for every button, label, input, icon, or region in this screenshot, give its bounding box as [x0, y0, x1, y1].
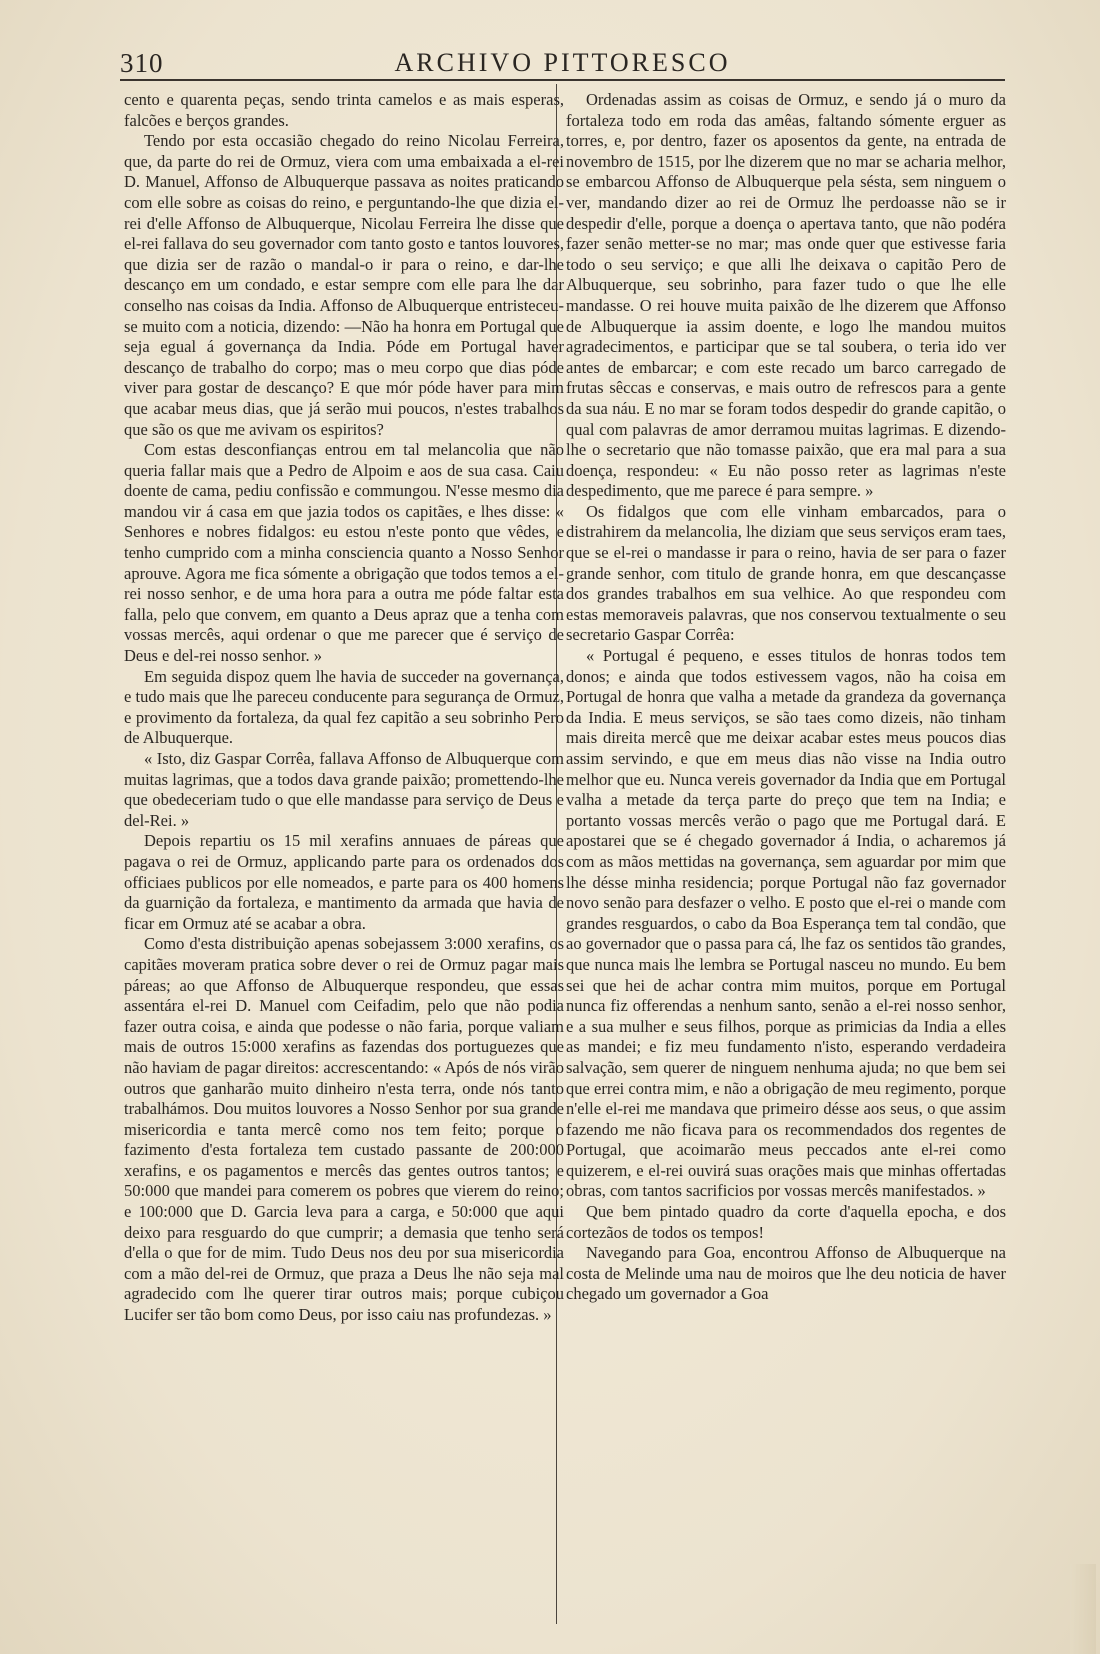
paragraph: « Portugal é pequeno, e esses titulos de honras todos tem donos; e ainda que todos estivessem vagos, não ha coisa em Portugal de honra que valha a metade da grandeza da governança da India. E meus serviços, se são taes como dizeis, não tinham mais direita mercê que me deixar acabar estes meus poucos dias assim servindo, e que em meus dias não visse na India outro melhor que eu. Nunca vereis governador da India que em Portugal valha a metade da terça parte do preço que tem na India; e portanto vossas mercês verão o pago que me Portugal dará. E apostarei que se é chegado governador á India, o acharemos já com as mãos mettidas na governança, sem aguardar por mim que lhe désse minha residencia; porque Portugal não faz governador novo senão para desfazer o velho. E posto que el-rei o mande com grandes resguardos, o cabo da Boa Esperança tem tal condão, que ao governador que o passa para cá, lhe faz os sentidos tão grandes, que nunca mais lhe lembra se Portugal nasceu no mundo. Eu bem sei que hei de achar contra mim muitos, porque em Portugal nunca fiz offerendas a nenhum santo, senão a el-rei nosso senhor, e a sua mulher e seus filhos, porque as primicias da India a elles as mandei; e fiz meu fundamento n'isto, esperando verdadeira salvação, sem querer de ninguem nenhuma ajuda; no que bem sei que errei contra mim, e não a obrigação de meu regimento, porque n'elle el-rei me mandava que primeiro désse aos seus, o que assim fazendo me não ficava para os recommendados dos regentes de Portugal, que acoimarão meus peccados ante el-rei como quizerem, e el-rei ouvirá suas orações mais que minhas offertadas obras, com tantos sacrificios por vossas mercês manifestados. » [566, 646, 1006, 1201]
paragraph: Como d'esta distribuição apenas sobejassem 3:000 xerafins, os capitães moveram pratica sobre dever o rei de Ormuz pagar mais páreas; ao que Affonso de Albuquerque respondeu, que essas assentára el-rei D. Manuel com Ceifadim, pelo que não podia fazer outra coisa, e ainda que podesse o não faria, porque valiam mais de outros 15:000 xerafins as fazendas dos portuguezes que não haviam de pagar direitos: accrescentando: « Após de nós virão outros que ganharão muito dinheiro n'esta terra, onde nós tanto trabalhámos. Dou muitos louvores a Nosso Senhor por sua grande misericordia e tanta mercê como nos tem feito; porque o fazimento d'esta fortaleza tem custado passante de 200:000 xerafins, e os pagamentos e mercês das gentes outros tantos; e 50:000 que mandei para comerem os pobres que vierem do reino; e 100:000 que D. Garcia leva para a carga, e 50:000 que aqui deixo para resguardo do que cumprir; a demasia que tenho será d'ella o que for de mim. Tudo Deus nos deu por sua misericordia com a mão del-rei de Ormuz, que praza a Deus lhe não seja mal agradecido com lhe querer tirar outros mais; porque cubiçou Lucifer ser tão bom como Deus, por isso caiu nas profundezas. » [124, 934, 564, 1325]
paragraph: Que bem pintado quadro da corte d'aquella epocha, e dos cortezãos de todos os tempos! [566, 1202, 1006, 1242]
left-column [124, 90, 564, 1620]
paragraph: Depois repartiu os 15 mil xerafins annuaes de páreas que pagava o rei de Ormuz, applicando parte para os ordenados dos officiaes publicos por elle nomeados, e parte para os 400 homens da guarnição da fortaleza, e mantimento da armada que havia de ficar em Ormuz até se acabar a obra. [124, 831, 564, 933]
publication-title: ARCHIVO PITTORESCO [394, 48, 731, 77]
paragraph: Os fidalgos que com elle vinham embarcados, para o distrahirem da melancolia, lhe diziam que seus serviços eram taes, que se el-rei o mandasse ir para o reino, havia de ser para o fazer grande senhor, com titulo de grande honra, em que descançasse dos grandes trabalhos em sua velhice. Ao que respondeu com estas memoraveis palavras, que nos conservou textualmente o seu secretario Gaspar Corrêa: [566, 501, 1006, 645]
paragraph: Em seguida dispoz quem lhe havia de succeder na governança, e tudo mais que lhe pareceu conducente para segurança de Ormuz, e provimento da fortaleza, da qual fez capitão a seu sobrinho Pero de Albuquerque. [124, 666, 564, 748]
paragraph: « Isto, diz Gaspar Corrêa, fallava Affonso de Albuquerque com muitas lagrimas, que a todos dava grande paixão; promettendo-lhe que obedeceriam tudo o que elle mandasse para serviço de Deus e del-Rei. » [124, 749, 564, 830]
paragraph: Ordenadas assim as coisas de Ormuz, e sendo já o muro da fortaleza todo em roda das amêas, faltando sómente erguer as torres, e, por dentro, fazer os aposentos da gente, na entrada de novembro de 1515, por lhe dizerem que no mar se acharia melhor, se embarcou Affonso de Albuquerque pela sésta, sem ninguem o ver, mandando dizer ao rei de Ormuz lhe perdoasse não se ir despedir d'elle, porque a doença o apertava tanto, que não podéra fazer senão metter-se no mar; mas onde quer que estivesse faria todo o seu serviço; e que alli lhe deixava o capitão Pero de Albuquerque, seu sobrinho, para fazer tudo o que lhe elle mandasse. O rei houve muita paixão de lhe dizerem que Affonso de Albuquerque ia assim doente, e logo lhe mandou muitos agradecimentos, e participar que se tal soubera, o teria ido ver antes de embarcar; e com este recado um barco carregado de frutas sêccas e conservas, e mais outro de refrescos para a gente da sua náu. E no mar se foram todos despedir do grande capitão, o qual com palavras de amor derramou muitas lagrimas. E dizendo-lhe o secretario que não tomasse paixão, que era mal para a sua doença, respondeu: « Eu não posso reter as lagrimas n'este despedimento, que me parece é para sempre. » [566, 90, 1006, 501]
page-edge-shadow [1070, 1564, 1096, 1654]
page-header [120, 46, 1005, 82]
paragraph: Com estas desconfianças entrou em tal melancolia que não queria fallar mais que a Pedro de Alpoim e aos de sua casa. Caiu doente de cama, pediu confissão e commungou. N'esse mesmo dia mandou vir á casa em que jazia todos os capitães, e lhes disse: « Senhores e nobres fidalgos: eu estou n'este ponto que vêdes, e tenho cumprido com a minha consciencia quanto a Nosso Senhor aprouve. Agora me fica sómente a obrigação que todos temos a el-rei nosso senhor, e de uma hora para a outra me póde faltar esta falla, pelo que convem, em quanto a Deus apraz que a tenha com vossas mercês, aqui ordenar o que me parecer que é serviço de Deus e del-rei nosso senhor. » [124, 440, 564, 666]
header-rule [120, 79, 1005, 81]
paragraph: Navegando para Goa, encontrou Affonso de Albuquerque na costa de Melinde uma nau de moiros que lhe deu noticia de haver chegado um governador a Goa [566, 1243, 1006, 1304]
right-column [566, 90, 1006, 1620]
paragraph: cento e quarenta peças, sendo trinta camelos e as mais esperas, falcões e berços grandes. [124, 90, 564, 130]
page-number: 310 [120, 48, 164, 78]
paragraph: Tendo por esta occasião chegado do reino Nicolau Ferreira, que, da parte do rei de Ormuz, viera com uma embaixada a el-rei D. Manuel, Affonso de Albuquerque passava as noites praticando com elle sobre as coisas do reino, e perguntando-lhe que dizia el-rei d'elle Affonso de Albuquerque, Nicolau Ferreira lhe disse que el-rei fallava do seu governador com tanto gosto e tantos louvores, que dizia ser de razão o mandal-o ir para o reino, e dar-lhe descanço em um condado, e estar sempre com elle para lhe dar conselho nas coisas da India. Affonso de Albuquerque entristeceu-se muito com a noticia, dizendo: —Não ha honra em Portugal que seja egual á governança da India. Póde em Portugal haver descanço de trabalho do corpo; mas o meu corpo que dias póde viver para gostar de descanço? E que mór póde haver para mim que acabar meus dias, que já serão mui poucos, n'estes trabalhos que são os que me avivam os espiritos? [124, 131, 564, 439]
